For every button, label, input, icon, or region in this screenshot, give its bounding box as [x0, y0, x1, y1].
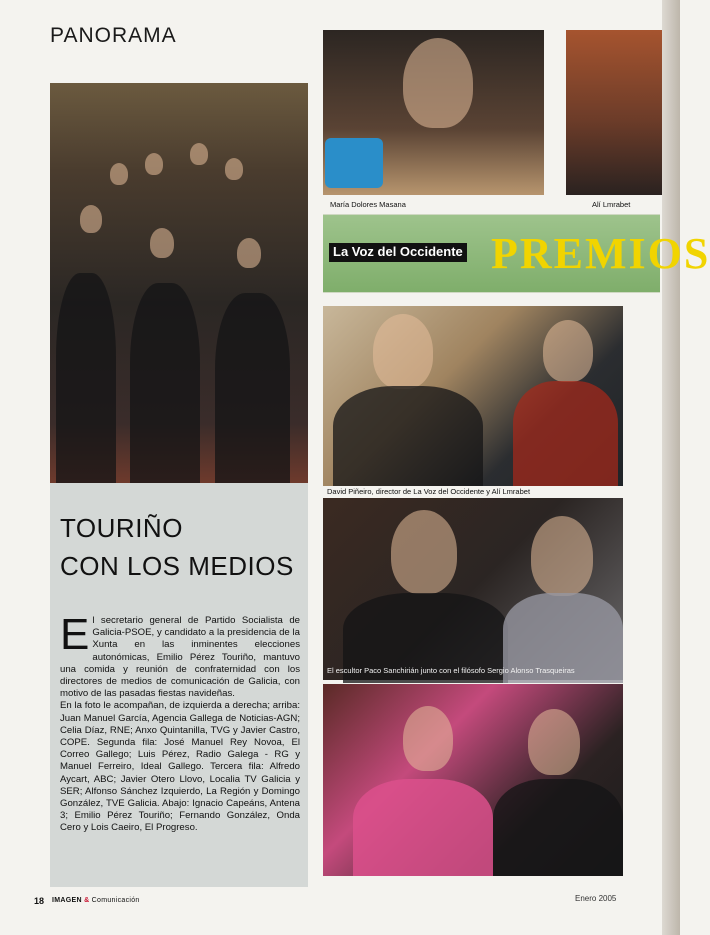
article-body [60, 610, 300, 835]
magazine-ampersand: & [84, 897, 90, 904]
caption-lmrabet: Alí Lmrabet [592, 200, 631, 209]
issue-date: Enero 2005 [575, 894, 617, 903]
banner-publication: La Voz del Occidente [329, 243, 467, 262]
photo-sanchirian [323, 498, 623, 680]
section-title: PANORAMA [50, 24, 177, 47]
drop-cap: E [60, 610, 90, 659]
photo-pineiro-lmrabet [323, 306, 623, 486]
photo-ali-lmrabet [566, 30, 662, 195]
magazine-name [52, 897, 140, 904]
page-number: 18 [34, 896, 45, 906]
caption-sanchirian: El escultor Paco Sanchirián junto con el filósofo Sergio Alonso Trasqueiras [327, 666, 575, 675]
photo-two-women [323, 684, 623, 876]
headline-line-2: CON LOS MEDIOS [60, 551, 294, 581]
group-photo [50, 83, 308, 483]
banner-title: PREMIOS [491, 229, 710, 278]
magazine-word-1: IMAGEN [52, 897, 82, 904]
caption-pineiro: David Piñeiro, director de La Voz del Occidente y Alí Lmrabet [327, 487, 531, 496]
page-gutter [662, 0, 680, 935]
photo-maria-dolores-masana [323, 30, 544, 195]
caption-masana: María Dolores Masana [330, 200, 406, 209]
article-headline [60, 509, 294, 585]
article-panel [50, 483, 308, 887]
premios-banner [323, 214, 710, 293]
article-paragraph-2: En la foto le acompañan, de izquierda a derecha; arriba: Juan Manuel García, Agencia Gallega de Noticias-AGN; Celia Díaz, RNE; Anxo Quintanilla, TVG y Javier Castro, COPE. Segunda fila: José Manuel Rey Novoa, El Correo Gallego; Luis Pérez, Radio Galega - RG y Manuel Ferreiro, Ideal Gallego. Tercera fila: Alfredo Aycart, ABC; Javier Otero Llovo, Localia TV Galicia y SER; Alfonso Sánchez Izquierdo, La Región y Domingo González, TVE Galicia. Abajo: Ignacio Capeáns, Antena 3; Emilio Pérez Touriño; Fernando González, Onda Cero y Lois Caeiro, El Progreso. [60, 700, 300, 834]
paragraph-1-text: l secretario general de Partido Socialista de Galicia-PSOE, y candidato a la presidencia de la Xunta en las inminentes elecciones autonómicas, Emilio Pérez Touriño, mantuvo una comida y reunión de confraternidad con los directores de medios de comunicación de Galicia, con motivo de las pasadas fiestas navideñas. [60, 615, 300, 700]
article-paragraph-1 [60, 610, 300, 700]
magazine-word-2: Comunicación [91, 897, 140, 904]
headline-line-1: TOURIÑO [60, 513, 183, 543]
